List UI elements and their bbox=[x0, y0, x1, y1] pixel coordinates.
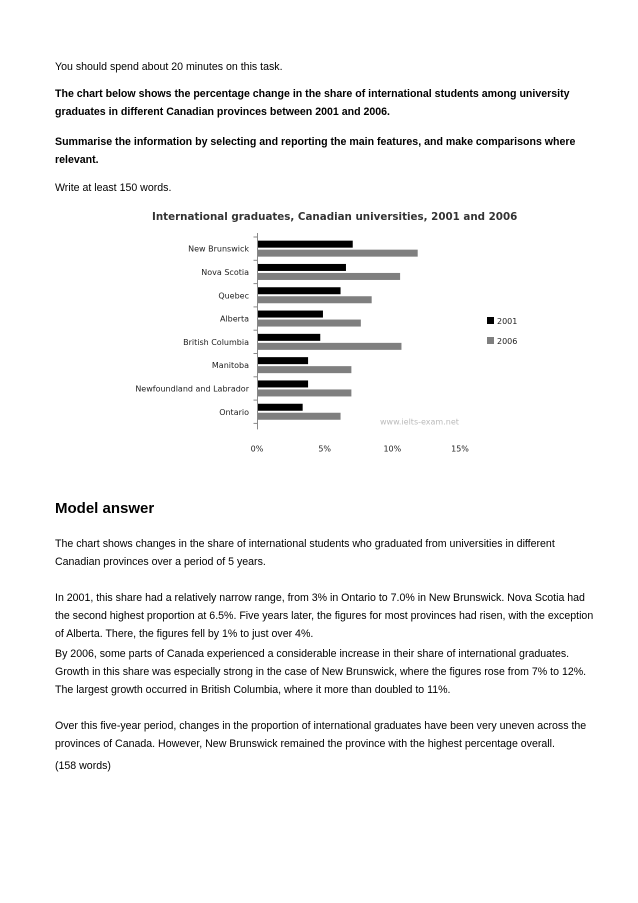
legend-swatch-2001 bbox=[487, 317, 494, 324]
answer-paragraph-1: The chart shows changes in the share of international students who graduated from universities in different Canadian provinces over a period of 5 years. bbox=[55, 538, 555, 568]
category-label: New Brunswick bbox=[188, 244, 249, 254]
model-answer-heading: Model answer bbox=[55, 500, 155, 517]
bar-2001-0 bbox=[258, 241, 353, 248]
task-instruction: Summarise the information by selecting and reporting the main features, and make comparisons where relevant. bbox=[55, 136, 576, 166]
bar-2006-1 bbox=[258, 273, 400, 280]
chart-canvas bbox=[110, 205, 530, 455]
x-tick-label: 15% bbox=[451, 444, 469, 454]
answer-paragraph-4: Over this five-year period, changes in the proportion of international graduates have been very uneven across the provinces of Canada. However, New Brunswick remained the province with the highest percentage overall. bbox=[55, 720, 587, 750]
category-label: Ontario bbox=[219, 407, 249, 417]
category-label: Quebec bbox=[218, 291, 249, 301]
bar-2001-2 bbox=[258, 287, 341, 294]
bar-2006-4 bbox=[258, 343, 401, 350]
bar-2001-4 bbox=[258, 334, 320, 341]
category-label: British Columbia bbox=[183, 337, 249, 347]
bar-2006-2 bbox=[258, 296, 372, 303]
bar-2006-6 bbox=[258, 389, 351, 396]
answer-paragraph-3: By 2006, some parts of Canada experienced a considerable increase in their share of international graduates. Growth in this share was especially strong in the case of New Brunswick, where the figures rose from 7% to 12%. The largest growth occurred in British Columbia, where it more than doubled to 11%. bbox=[55, 648, 587, 696]
task-word-limit: Write at least 150 words. bbox=[55, 182, 172, 194]
x-tick-label: 5% bbox=[318, 444, 332, 454]
bar-2006-0 bbox=[258, 250, 418, 257]
task-prompt: The chart below shows the percentage change in the share of international students among university graduates in different Canadian provinces between 2001 and 2006. bbox=[55, 88, 570, 118]
legend-label-2001: 2001 bbox=[497, 317, 518, 326]
bar-2001-6 bbox=[258, 380, 308, 387]
bar-2001-1 bbox=[258, 264, 346, 271]
category-label: Nova Scotia bbox=[201, 267, 249, 277]
bar-2006-7 bbox=[258, 413, 341, 420]
bar-2006-3 bbox=[258, 320, 361, 327]
x-tick-label: 0% bbox=[250, 444, 264, 454]
bar-chart bbox=[110, 205, 530, 455]
category-label: Newfoundland and Labrador bbox=[135, 384, 249, 394]
word-count: (158 words) bbox=[55, 760, 111, 772]
watermark-text: www.ielts-exam.net bbox=[380, 417, 459, 427]
bar-2001-3 bbox=[258, 311, 323, 318]
answer-paragraph-2: In 2001, this share had a relatively narrow range, from 3% in Ontario to 7.0% in New Brunswick. Nova Scotia had the second highest proportion at 6.5%. Five years later, the figures for most provinces had risen, with the exception of Alberta. There, the figures fell by 1% to just over 4%. bbox=[55, 592, 594, 640]
bar-2001-7 bbox=[258, 404, 303, 411]
x-tick-label: 10% bbox=[383, 444, 402, 454]
category-label: Manitoba bbox=[211, 361, 249, 371]
bar-2006-5 bbox=[258, 366, 351, 373]
chart-title: International graduates, Canadian universities, 2001 and 2006 bbox=[152, 211, 518, 223]
legend-swatch-2006 bbox=[487, 337, 494, 344]
category-label: Alberta bbox=[219, 314, 249, 324]
bar-2001-5 bbox=[258, 357, 308, 364]
legend-label-2006: 2006 bbox=[497, 337, 518, 346]
task-intro: You should spend about 20 minutes on this task. bbox=[55, 61, 283, 73]
